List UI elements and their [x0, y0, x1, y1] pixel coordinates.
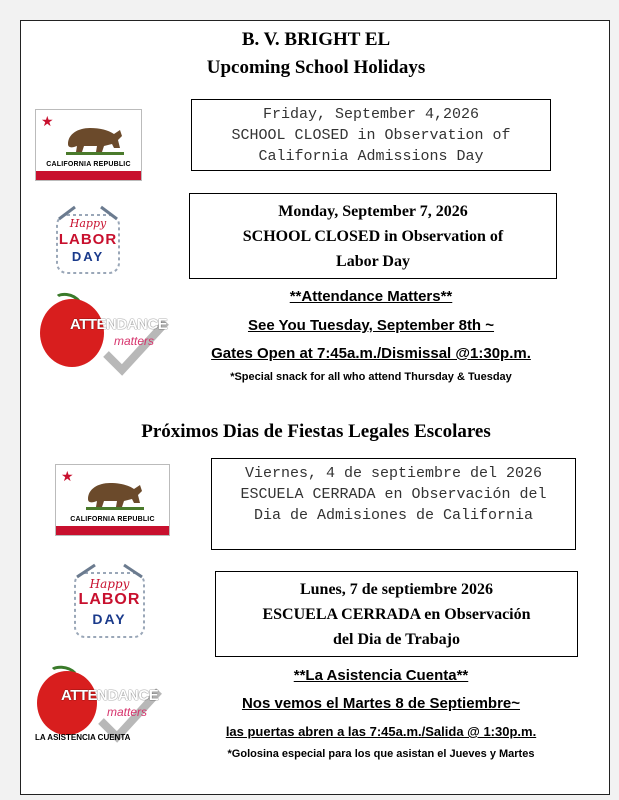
- holiday-status: SCHOOL CLOSED in Observation of: [242, 227, 504, 245]
- holiday-status: SCHOOL CLOSED in Observation of: [231, 126, 511, 144]
- attendance-matters-logo: [31, 661, 166, 743]
- bear-icon: [84, 473, 146, 511]
- school-name: B. V. BRIGHT EL: [241, 29, 391, 50]
- holiday-box-admissions-day: [191, 99, 551, 171]
- attendance-gates: Gates Open at 7:45a.m./Dismissal @1:30p.m.: [211, 345, 531, 362]
- attendance-see-you: See You Tuesday, September 8th ~: [247, 317, 495, 334]
- snack-note-es: *Golosina especial para los que asistan el Jueves y Martes: [227, 748, 535, 760]
- attendance-heading-es: **La Asistencia Cuenta**: [293, 667, 469, 684]
- labor-day-image: [67, 561, 152, 646]
- holiday-date: Monday, September 7, 2026: [278, 202, 468, 220]
- star-icon: ★: [41, 113, 54, 129]
- holiday-name: California Admissions Day: [258, 147, 484, 165]
- snack-note: *Special snack for all who attend Thursday & Tuesday: [230, 371, 512, 383]
- california-flag-image: [55, 464, 170, 536]
- attendance-gates-es: las puertas abren a las 7:45a.m./Salida @ 1:30p.m.: [225, 724, 537, 739]
- holiday-box-admisiones: [211, 458, 576, 550]
- holiday-name: del Dia de Trabajo: [333, 630, 460, 648]
- flyer-page: [20, 20, 610, 795]
- holiday-date: Friday, September 4,2026: [262, 105, 480, 123]
- attendance-see-you-es: Nos vemos el Martes 8 de Septiembre~: [241, 695, 521, 712]
- labor-day-script: Happy: [89, 577, 130, 591]
- bear-icon: [64, 118, 126, 156]
- holiday-box-dia-de-trabajo: [215, 571, 578, 657]
- star-icon: ★: [61, 468, 74, 484]
- attendance-heading: **Attendance Matters**: [289, 288, 453, 305]
- logo-word: ATTENDANCE: [70, 316, 168, 333]
- flag-stripe: [56, 526, 169, 535]
- holiday-name: Labor Day: [336, 252, 410, 270]
- attendance-matters-logo: [36, 286, 171, 376]
- labor-day-image: [49, 203, 127, 281]
- logo-subword: matters: [107, 705, 148, 719]
- labor-day-script: Happy: [69, 217, 107, 230]
- logo-caption: LA ASISTENCIA CUENTA: [35, 733, 131, 742]
- holiday-date: Viernes, 4 de septiembre del 2026: [244, 465, 543, 482]
- logo-subword: matters: [114, 334, 155, 348]
- page-title: Upcoming School Holidays: [206, 57, 426, 78]
- holiday-name: Dia de Admisiones de California: [253, 507, 534, 524]
- labor-day-word-labor: LABOR: [78, 591, 141, 608]
- holiday-status: ESCUELA CERRADA en Observación del: [240, 486, 547, 503]
- labor-day-word-day: DAY: [71, 249, 105, 264]
- spanish-heading: Próximos Dias de Fiestas Legales Escolares: [141, 421, 491, 442]
- flag-caption: CALIFORNIA REPUBLIC: [46, 161, 131, 168]
- labor-day-word-labor: LABOR: [58, 231, 118, 248]
- california-flag-image: [35, 109, 142, 181]
- holiday-date: Lunes, 7 de septiembre 2026: [299, 580, 494, 598]
- logo-word: ATTENDANCE: [61, 687, 159, 704]
- flag-stripe: [36, 171, 141, 180]
- holiday-box-labor-day: [189, 193, 557, 279]
- labor-day-word-day: DAY: [92, 611, 127, 627]
- holiday-status: ESCUELA CERRADA en Observación: [262, 605, 531, 623]
- flag-caption: CALIFORNIA REPUBLIC: [70, 516, 155, 523]
